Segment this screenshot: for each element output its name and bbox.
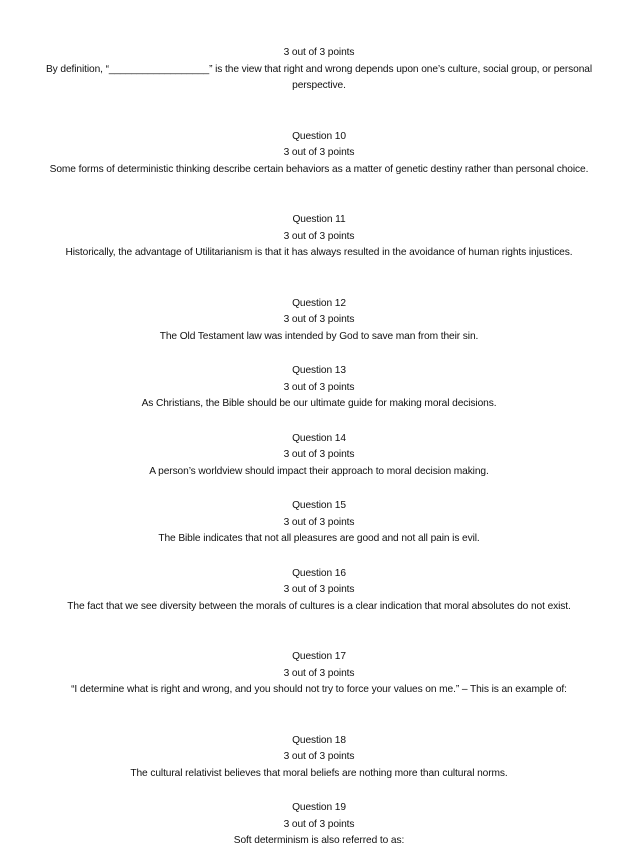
question-number: Question 13 bbox=[292, 365, 346, 376]
question-text: The Bible indicates that not all pleasures are good and not all pain is evil. bbox=[158, 533, 480, 544]
question-score: 3 out of 3 points bbox=[283, 516, 355, 528]
question-block-17 bbox=[8, 649, 630, 699]
question-score: 3 out of 3 points bbox=[283, 47, 355, 58]
question-block-13 bbox=[42, 363, 596, 413]
question-block-19 bbox=[42, 800, 596, 850]
question-score: 3 out of 3 points bbox=[283, 314, 355, 325]
question-block-12 bbox=[42, 296, 596, 346]
question-score: 3 out of 3 points bbox=[283, 381, 355, 393]
question-text: By definition, “__________________” is the view that right and wrong depends upon one’s culture, social group, or personal perspective. bbox=[45, 63, 593, 91]
question-block-16 bbox=[8, 566, 630, 616]
question-block-10 bbox=[42, 129, 596, 179]
question-number: Question 19 bbox=[292, 802, 346, 813]
question-number: Question 10 bbox=[292, 130, 346, 142]
question-block-9 bbox=[42, 45, 596, 95]
question-score: 3 out of 3 points bbox=[283, 818, 355, 830]
question-score: 3 out of 3 points bbox=[283, 667, 355, 679]
question-text: The fact that we see diversity between the morals of cultures is a clear indication that moral absolutes do not exist. bbox=[67, 600, 571, 612]
question-text: As Christians, the Bible should be our ultimate guide for making moral decisions. bbox=[141, 398, 497, 409]
question-number: Question 12 bbox=[292, 297, 346, 309]
question-block-15 bbox=[42, 498, 596, 548]
question-number: Question 18 bbox=[292, 734, 346, 746]
question-text: Soft determinism is also referred to as: bbox=[233, 835, 405, 846]
question-text: Some forms of deterministic thinking describe certain behaviors as a matter of genetic destiny rather than personal choice. bbox=[49, 163, 589, 175]
question-score: 3 out of 3 points bbox=[283, 147, 355, 158]
question-text: A person’s worldview should impact their approach to moral decision making. bbox=[149, 465, 489, 477]
question-score: 3 out of 3 points bbox=[283, 230, 355, 242]
question-text: The Old Testament law was intended by God to save man from their sin. bbox=[159, 330, 479, 342]
question-number: Question 14 bbox=[292, 432, 346, 444]
question-score: 3 out of 3 points bbox=[283, 751, 355, 762]
question-number: Question 15 bbox=[292, 500, 346, 511]
question-text: Historically, the advantage of Utilitarianism is that it has always resulted in the avoidance of human rights injustices. bbox=[65, 247, 573, 258]
question-block-14 bbox=[42, 431, 596, 481]
question-block-11 bbox=[42, 212, 596, 262]
question-text: The cultural relativist believes that moral beliefs are nothing more than cultural norms. bbox=[130, 767, 508, 779]
question-score: 3 out of 3 points bbox=[283, 584, 355, 595]
question-number: Question 16 bbox=[292, 567, 346, 579]
question-text: “I determine what is right and wrong, and you should not try to force your values on me.” – This is an example of: bbox=[71, 684, 567, 695]
question-score: 3 out of 3 points bbox=[283, 449, 355, 460]
question-block-18 bbox=[42, 733, 596, 783]
question-number: Question 17 bbox=[292, 651, 346, 662]
question-number: Question 11 bbox=[292, 214, 346, 225]
